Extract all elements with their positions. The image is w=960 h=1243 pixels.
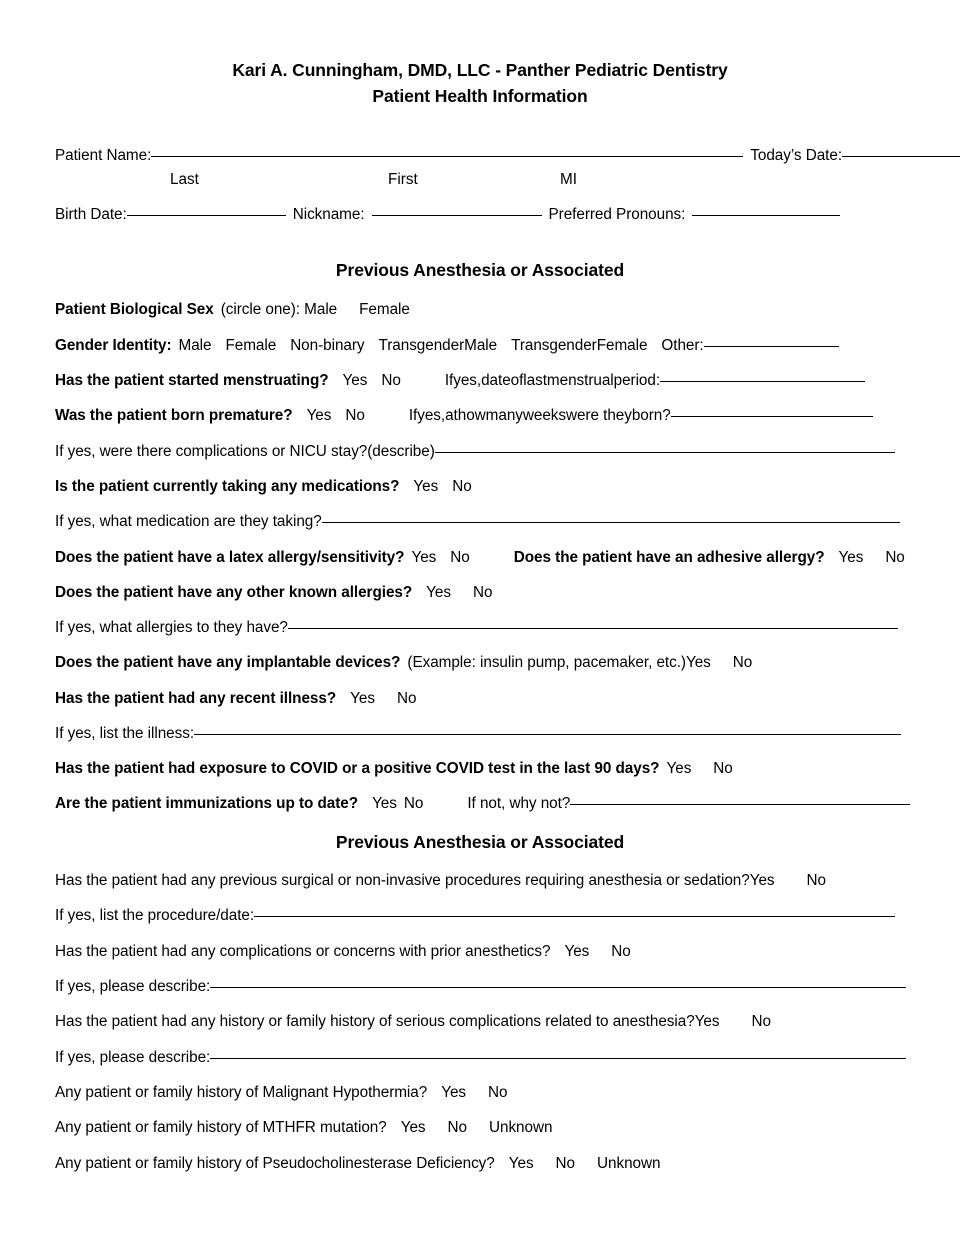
gender-option-transgender-male[interactable]: TransgenderMale: [378, 337, 498, 354]
prior-complications-yes[interactable]: Yes: [564, 943, 590, 960]
patient-name-input-rule[interactable]: [151, 156, 743, 157]
recent-illness-label: Has the patient had any recent illness?: [55, 690, 337, 707]
mthfr-unknown[interactable]: Unknown: [488, 1119, 553, 1136]
latex-allergy-label: Does the patient have a latex allergy/sensitivity?: [55, 549, 405, 566]
prior-complications-no[interactable]: No: [611, 943, 631, 960]
question-mthfr-mutation: [55, 1118, 552, 1138]
immunizations-label: Are the patient immunizations up to date?: [55, 795, 359, 812]
other-allergies-yes[interactable]: Yes: [426, 584, 451, 601]
implantable-no[interactable]: No: [732, 654, 753, 671]
gender-option-other-label: Other:: [661, 337, 704, 354]
procedure-date-label: If yes, list the procedure/date:: [55, 907, 255, 924]
question-biological-sex: [55, 300, 410, 320]
birth-date-label: Birth Date:: [55, 206, 127, 223]
section2-heading: Previous Anesthesia or Associated: [335, 832, 625, 852]
question-procedure-date: [55, 906, 895, 926]
gender-option-male[interactable]: Male: [178, 337, 212, 354]
previous-procedures-label: Has the patient had any previous surgical or non-invasive procedures requiring anesthesia or sedation?Yes: [55, 872, 775, 889]
other-allergies-no[interactable]: No: [472, 584, 493, 601]
patient-name-row: [55, 146, 960, 166]
covid-yes[interactable]: Yes: [666, 760, 692, 777]
describe-complications-label: If yes, please describe:: [55, 978, 211, 995]
adhesive-yes[interactable]: Yes: [838, 549, 864, 566]
form-title: Patient Health Information: [372, 86, 588, 106]
family-history-anesthesia-label: Has the patient had any history or family history of serious complications related to anesthesia?Yes: [55, 1013, 720, 1030]
menstruating-no[interactable]: No: [381, 372, 401, 389]
gender-identity-label: Gender Identity:: [55, 337, 172, 354]
pseudo-yes[interactable]: Yes: [508, 1155, 534, 1172]
premature-no[interactable]: No: [345, 407, 365, 424]
question-prior-complications: [55, 942, 631, 962]
recent-illness-no[interactable]: No: [396, 690, 417, 707]
menstruating-label: Has the patient started menstruating?: [55, 372, 329, 389]
caption-first: First: [388, 171, 418, 188]
latex-yes[interactable]: Yes: [411, 549, 437, 566]
mthfr-yes[interactable]: Yes: [400, 1119, 426, 1136]
adhesive-no[interactable]: No: [885, 549, 905, 566]
todays-date-input-rule[interactable]: [842, 156, 960, 157]
birth-date-input-rule[interactable]: [127, 215, 286, 216]
question-covid: [55, 759, 733, 779]
pseudo-unknown[interactable]: Unknown: [597, 1155, 661, 1172]
premature-followup-label: Ifyes,athowmanyweekswere theyborn?: [408, 407, 671, 424]
caption-last: Last: [170, 171, 199, 188]
malignant-hypothermia-no[interactable]: No: [488, 1084, 508, 1101]
allergy-list-input-rule[interactable]: [288, 628, 898, 629]
question-other-allergies: [55, 583, 492, 603]
question-family-history-anesthesia: [55, 1012, 771, 1032]
biological-sex-instruction: (circle one): Male: [220, 301, 338, 318]
question-illness-list: [55, 724, 901, 744]
document-title-block: [0, 57, 960, 109]
gender-option-transgender-female[interactable]: TransgenderFemale: [511, 337, 648, 354]
nickname-input-rule[interactable]: [372, 215, 542, 216]
immunizations-reason-input-rule[interactable]: [570, 804, 910, 805]
pseudocholinesterase-label: Any patient or family history of Pseudocholinesterase Deficiency?: [55, 1155, 495, 1172]
question-previous-procedures: [55, 871, 826, 891]
other-allergies-label: Does the patient have any other known allergies?: [55, 584, 413, 601]
question-describe-family-history: [55, 1048, 906, 1068]
illness-list-label: If yes, list the illness:: [55, 725, 195, 742]
nickname-label: Nickname:: [292, 206, 365, 223]
illness-list-input-rule[interactable]: [194, 734, 901, 735]
question-allergy-list: [55, 618, 898, 638]
nicu-label: If yes, were there complications or NICU stay?(describe): [55, 443, 435, 460]
question-recent-illness: [55, 689, 416, 709]
previous-procedures-no[interactable]: No: [806, 872, 826, 889]
question-gender-identity: [55, 336, 839, 356]
preferred-pronouns-input-rule[interactable]: [692, 215, 840, 216]
question-implantable-devices: [55, 653, 752, 673]
immunizations-no[interactable]: No: [403, 795, 424, 812]
immunizations-followup-label: If not, why not?: [467, 795, 571, 812]
implantable-example-text: (Example: insulin pump, pacemaker, etc.)Yes: [407, 654, 711, 671]
medications-yes[interactable]: Yes: [413, 478, 439, 495]
birth-date-row: [55, 205, 840, 225]
procedure-date-input-rule[interactable]: [254, 916, 895, 917]
question-nicu: [55, 442, 895, 462]
question-menstruating: [55, 371, 865, 391]
question-latex-adhesive: [55, 548, 905, 568]
nicu-input-rule[interactable]: [435, 452, 895, 453]
allergy-list-label: If yes, what allergies to they have?: [55, 619, 288, 636]
premature-weeks-input-rule[interactable]: [671, 416, 873, 417]
mthfr-no[interactable]: No: [447, 1119, 467, 1136]
menstruating-date-input-rule[interactable]: [660, 381, 865, 382]
question-malignant-hypothermia: [55, 1083, 507, 1103]
question-describe-complications: [55, 977, 906, 997]
biological-sex-label: Patient Biological Sex: [55, 301, 214, 318]
question-immunizations: [55, 794, 910, 814]
adhesive-allergy-label: Does the patient have an adhesive allergy?: [513, 549, 825, 566]
medications-label: Is the patient currently taking any medications?: [55, 478, 400, 495]
immunizations-yes[interactable]: Yes: [372, 795, 397, 812]
patient-name-label: Patient Name:: [55, 147, 152, 164]
menstruating-followup-label: Ifyes,dateoflastmenstrualperiod:: [444, 372, 661, 389]
describe-family-history-label: If yes, please describe:: [55, 1049, 211, 1066]
covid-no[interactable]: No: [713, 760, 733, 777]
question-medication-list: [55, 512, 900, 532]
question-pseudocholinesterase: [55, 1154, 660, 1174]
biological-sex-option-female[interactable]: Female: [359, 301, 410, 318]
practice-title: Kari A. Cunningham, DMD, LLC - Panther Pediatric Dentistry: [232, 60, 728, 80]
gender-other-input-rule[interactable]: [704, 346, 839, 347]
question-medications: [55, 477, 472, 497]
covid-label: Has the patient had exposure to COVID or a positive COVID test in the last 90 days?: [55, 760, 660, 777]
implantable-devices-label: Does the patient have any implantable devices?: [55, 654, 401, 671]
gender-option-female[interactable]: Female: [225, 337, 277, 354]
describe-complications-input-rule[interactable]: [210, 987, 906, 988]
preferred-pronouns-label: Preferred Pronouns:: [548, 206, 686, 223]
describe-family-history-input-rule[interactable]: [210, 1058, 906, 1059]
todays-date-label: Today’s Date:: [750, 147, 843, 164]
menstruating-yes[interactable]: Yes: [342, 372, 368, 389]
medication-list-input-rule[interactable]: [322, 522, 900, 523]
caption-mi: MI: [560, 171, 577, 188]
medication-list-label: If yes, what medication are they taking?: [55, 513, 322, 530]
prior-complications-label: Has the patient had any complications or concerns with prior anesthetics?: [55, 943, 551, 960]
question-premature: [55, 406, 873, 426]
premature-label: Was the patient born premature?: [55, 407, 293, 424]
family-history-anesthesia-no[interactable]: No: [751, 1013, 771, 1030]
latex-no[interactable]: No: [450, 549, 470, 566]
malignant-hypothermia-yes[interactable]: Yes: [441, 1084, 467, 1101]
recent-illness-yes[interactable]: Yes: [350, 690, 375, 707]
medications-no[interactable]: No: [452, 478, 472, 495]
pseudo-no[interactable]: No: [555, 1155, 576, 1172]
premature-yes[interactable]: Yes: [306, 407, 332, 424]
malignant-hypothermia-label: Any patient or family history of Malignant Hypothermia?: [55, 1084, 428, 1101]
section1-heading: Previous Anesthesia or Associated: [335, 260, 625, 280]
gender-option-nonbinary[interactable]: Non-binary: [290, 337, 365, 354]
mthfr-mutation-label: Any patient or family history of MTHFR mutation?: [55, 1119, 387, 1136]
